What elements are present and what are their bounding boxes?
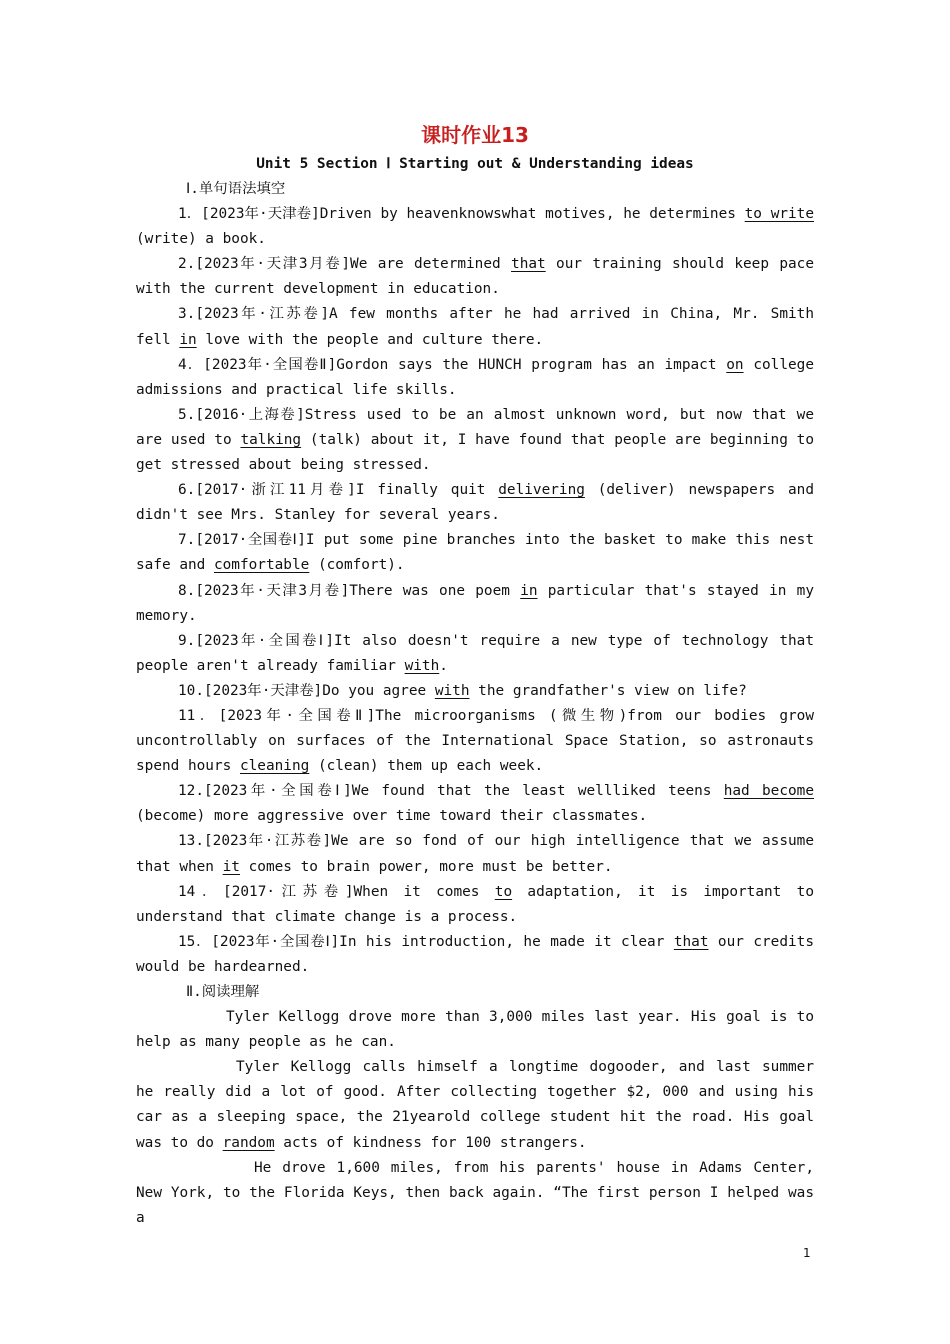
text-before-answer: 14．[2017·江苏卷]When it comes [178, 883, 495, 900]
text-before-answer: 10.[2023年·天津卷]Do you agree [178, 682, 435, 699]
answer-text: with [404, 657, 440, 674]
page-title: 课时作业13 [421, 123, 529, 147]
text-after-answer: (talk) about it, I have found that people are beginning to get stressed about being stressed. [136, 431, 815, 474]
document-page [136, 118, 814, 1231]
text-after-answer: (clean) them up each week. [309, 758, 544, 775]
answer-text: random [222, 1134, 275, 1151]
text-after-answer: (deliver) newspapers and didn't see Mrs. Stanley for several years. [136, 482, 814, 524]
grammar-item [136, 930, 814, 980]
text-before-answer: 9.[2023年·全国卷Ⅰ]It also doesn't require a new type of technology that people aren't already familiar [136, 632, 814, 674]
text-before-answer: 8.[2023年·天津3月卷]There was one poem [178, 582, 521, 599]
text-after-answer: particular that's stayed in my memory. [136, 582, 814, 624]
answer-text: to write [744, 206, 815, 223]
grammar-item [136, 679, 814, 704]
text-before-answer: Tyler Kellogg calls himself a longtime dogooder, and last summer he really did a lot of good. After collecting together $2, 000 and using his car as a sleeping space, the 21yearold college student hit the road. His goal was to do [136, 1059, 814, 1151]
text-before-answer: 13.[2023年·江苏卷]We are so fond of our high intelligence that we assume that when [136, 833, 814, 875]
text-before-answer: Tyler Kellogg drove more than 3,000 miles last year. His goal is to help as many people as he can. [136, 1009, 814, 1051]
text-before-answer: 12.[2023年·全国卷Ⅰ]We found that the least wellliked teens [178, 783, 724, 800]
answer-text: delivering [498, 482, 585, 499]
text-before-answer: He drove 1,600 miles, from his parents' house in Adams Center, New York, to the Florida Keys, then back again. “The first person I helped was a [136, 1159, 814, 1226]
text-after-answer: love with the people and culture there. [196, 331, 544, 348]
grammar-item [136, 302, 814, 352]
text-after-answer: . [439, 657, 448, 674]
grammar-item [136, 403, 814, 478]
reading-paragraph [136, 1156, 814, 1231]
text-before-answer: 11．[2023年·全国卷Ⅱ]The microorganisms (微生物)from our bodies grow uncontrollably on surfaces of the International Space Station, so astronauts spend hours [136, 707, 814, 775]
grammar-item [136, 478, 814, 528]
text-after-answer: comes to brain power, more must be better. [239, 858, 613, 875]
reading-paragraph [136, 1055, 814, 1155]
text-after-answer: our training should keep pace with the current development in education. [136, 256, 815, 298]
grammar-item [136, 629, 814, 679]
grammar-item [136, 528, 814, 578]
text-after-answer: (write) a book. [136, 231, 266, 248]
text-before-answer: 1．[2023年·天津卷]Driven by heavenknowswhat motives, he determines [178, 206, 745, 223]
text-before-answer: 7.[2017·全国卷Ⅰ]I put some pine branches into the basket to make this nest safe and [136, 532, 814, 574]
answer-text: comfortable [213, 557, 310, 574]
text-before-answer: 4．[2023年·全国卷Ⅱ]Gordon says the HUNCH program has an impact [178, 356, 727, 373]
text-after-answer: college admissions and practical life skills. [136, 356, 815, 398]
text-before-answer: 2.[2023年·天津3月卷]We are determined [178, 256, 512, 273]
grammar-item [136, 880, 814, 930]
answer-text: in [520, 582, 538, 599]
answer-text: it [222, 858, 240, 875]
answer-text: had become [723, 783, 814, 800]
text-after-answer: adaptation, it is important to understand that climate change is a process. [136, 883, 814, 925]
unit-subtitle: Unit 5 Section Ⅰ Starting out & Understanding ideas [256, 156, 694, 172]
answer-text: in [179, 331, 197, 348]
text-before-answer: 3.[2023年·江苏卷]A few months after he had arrived in China, Mr. Smith fell [136, 306, 814, 348]
answer-text: with [434, 682, 470, 699]
grammar-item [136, 252, 814, 302]
section-heading-reading: Ⅱ.阅读理解 [186, 984, 260, 1000]
answer-text: on [726, 356, 744, 373]
grammar-item [136, 202, 814, 252]
text-after-answer: our credits would be hardearned. [136, 933, 815, 975]
page-number: 1 [803, 1246, 811, 1260]
answer-text: to [494, 883, 513, 900]
section-heading-grammar: Ⅰ.单句语法填空 [186, 181, 286, 197]
answer-text: that [511, 256, 546, 273]
answer-text: that [673, 933, 709, 950]
answer-text: cleaning [239, 758, 310, 775]
grammar-item [136, 704, 814, 779]
text-before-answer: 6.[2017·浙江11月卷]I finally quit [178, 482, 499, 499]
text-after-answer: acts of kindness for 100 strangers. [274, 1134, 587, 1151]
text-before-answer: 5.[2016·上海卷]Stress used to be an almost unknown word, but now that we are used to [136, 406, 814, 448]
grammar-item [136, 829, 814, 879]
grammar-item-list [136, 202, 814, 980]
text-after-answer: (comfort). [309, 557, 405, 574]
grammar-item [136, 779, 814, 829]
text-after-answer: the grandfather's view on life? [469, 682, 747, 699]
answer-text: talking [240, 431, 302, 448]
reading-paragraph [136, 1005, 814, 1055]
text-after-answer: (become) more aggressive over time toward their classmates. [136, 808, 648, 825]
reading-passage [136, 1005, 814, 1231]
grammar-item [136, 579, 814, 629]
text-before-answer: 15．[2023年·全国卷Ⅰ]In his introduction, he made it clear [178, 933, 674, 950]
grammar-item [136, 353, 814, 403]
